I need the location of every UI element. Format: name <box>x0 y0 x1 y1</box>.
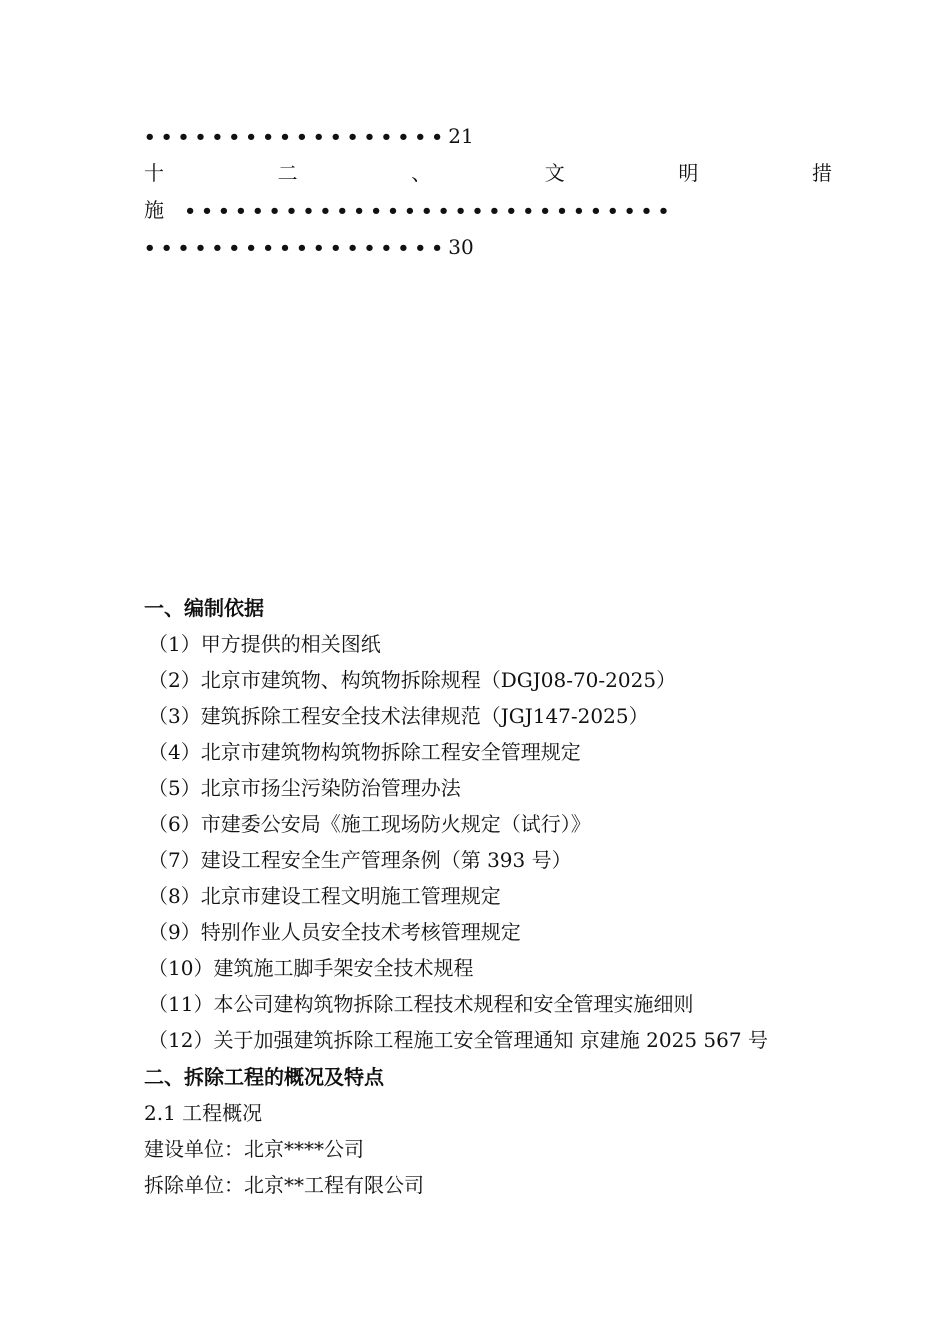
toc-char: 施 <box>144 198 164 222</box>
toc-line-2 <box>144 159 832 187</box>
toc-line-1 <box>144 122 474 152</box>
overview-line: 拆除单位：北京**工程有限公司 <box>144 1173 424 1197</box>
toc-line-4 <box>144 233 474 263</box>
basis-item: （3）建筑拆除工程安全技术法律规范（JGJ147-2025） <box>148 704 649 728</box>
overview-line: 建设单位：北京****公司 <box>144 1137 364 1161</box>
basis-item: （7）建设工程安全生产管理条例（第 393 号） <box>148 848 572 872</box>
basis-item: （8）北京市建设工程文明施工管理规定 <box>148 884 501 908</box>
basis-item: （6）市建委公安局《施工现场防火规定（试行）》 <box>148 812 591 836</box>
toc-char: 二 <box>277 161 298 185</box>
section-heading: 一、编制依据 <box>144 596 264 620</box>
toc-page-number: 21 <box>448 124 474 148</box>
toc-line-3 <box>144 196 675 226</box>
basis-item: （1）甲方提供的相关图纸 <box>148 632 381 656</box>
basis-item: （2）北京市建筑物、构筑物拆除规程（DGJ08-70-2025） <box>148 668 677 692</box>
toc-leader-dots: ••••••••••••••••••••••••••••• <box>184 201 675 222</box>
subsection-heading: 2.1 工程概况 <box>144 1101 263 1125</box>
basis-item: （12）关于加强建筑拆除工程施工安全管理通知 京建施 2025 567 号 <box>148 1028 768 1052</box>
toc-char: 明 <box>678 161 699 185</box>
basis-item: （9）特别作业人员安全技术考核管理规定 <box>148 920 521 944</box>
toc-char: 、 <box>411 161 432 185</box>
toc-leader-dots: •••••••••••••••••• <box>144 238 449 259</box>
basis-item: （4）北京市建筑物构筑物拆除工程安全管理规定 <box>148 740 581 764</box>
toc-char: 措 <box>811 161 832 185</box>
basis-item: （10）建筑施工脚手架安全技术规程 <box>148 956 474 980</box>
toc-page-number: 30 <box>448 235 474 259</box>
basis-item: （5）北京市扬尘污染防治管理办法 <box>148 776 461 800</box>
basis-item: （11）本公司建构筑物拆除工程技术规程和安全管理实施细则 <box>148 992 694 1016</box>
toc-leader-dots: •••••••••••••••••• <box>144 127 449 148</box>
document-page <box>144 0 832 1344</box>
toc-char: 文 <box>544 161 565 185</box>
toc-char: 十 <box>144 161 164 185</box>
section-heading: 二、拆除工程的概况及特点 <box>144 1065 384 1089</box>
